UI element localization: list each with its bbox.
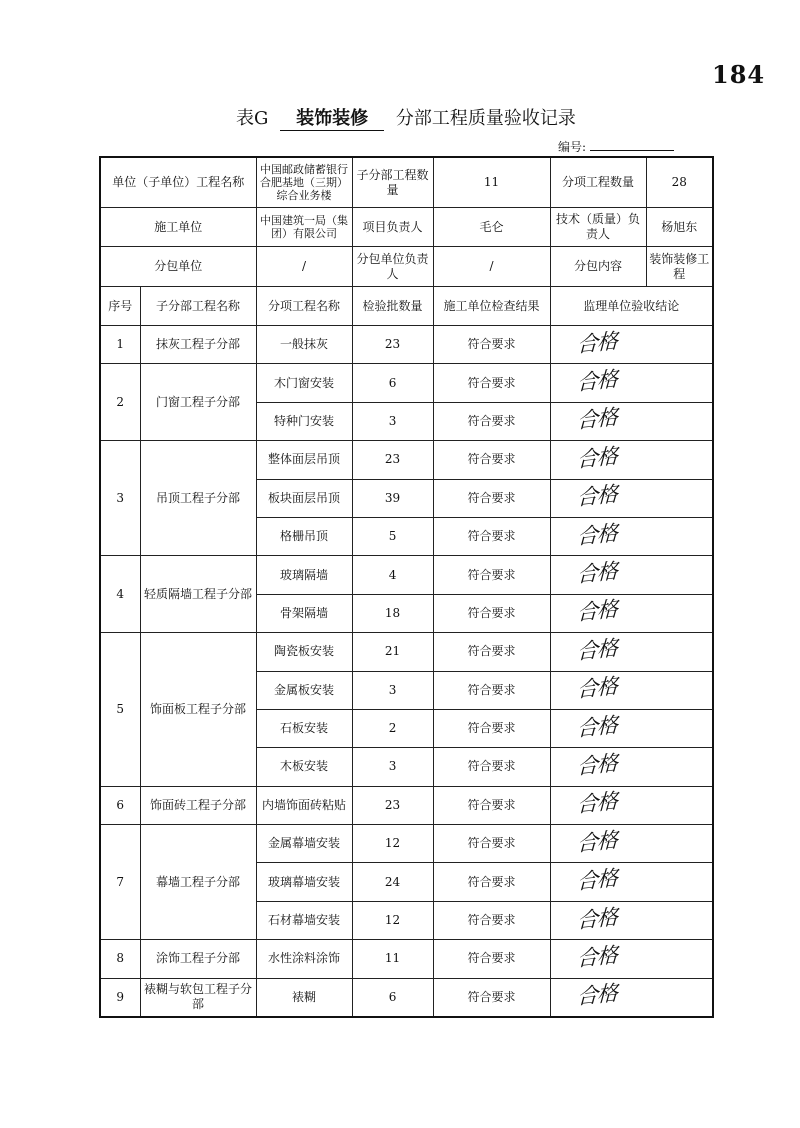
row-batch: 3 bbox=[352, 402, 433, 440]
row-item-name: 骨架隔墙 bbox=[256, 594, 352, 632]
row-seq: 7 bbox=[100, 825, 140, 940]
row-check: 符合要求 bbox=[433, 517, 550, 555]
signature-conclusion: 合格 bbox=[576, 827, 617, 856]
row-item-name: 特种门安装 bbox=[256, 402, 352, 440]
row-conclusion-cell bbox=[550, 978, 713, 1017]
row-seq: 9 bbox=[100, 978, 140, 1017]
table-row bbox=[100, 364, 713, 402]
row-conclusion-cell bbox=[550, 402, 713, 440]
signature-conclusion: 合格 bbox=[576, 865, 617, 895]
row-conclusion-cell bbox=[550, 901, 713, 939]
signature-conclusion: 合格 bbox=[576, 597, 617, 626]
row-check: 符合要求 bbox=[433, 556, 550, 594]
row-conclusion-cell bbox=[550, 326, 713, 364]
row-check: 符合要求 bbox=[433, 748, 550, 786]
row-item-name: 整体面层吊顶 bbox=[256, 441, 352, 479]
row-item-name: 玻璃隔墙 bbox=[256, 556, 352, 594]
row-check: 符合要求 bbox=[433, 402, 550, 440]
row-sub-name: 门窗工程子分部 bbox=[140, 364, 256, 441]
col-item-name: 分项工程名称 bbox=[256, 287, 352, 326]
category-blank: 装饰装修 bbox=[280, 104, 384, 131]
row-batch: 5 bbox=[352, 517, 433, 555]
signature-conclusion: 合格 bbox=[576, 366, 617, 396]
row-check: 符合要求 bbox=[433, 978, 550, 1017]
sub-content-value: 装饰装修工程 bbox=[646, 247, 713, 287]
contractor-value: 中国建筑一局（集团）有限公司 bbox=[256, 208, 352, 247]
row-item-name: 金属幕墙安装 bbox=[256, 825, 352, 863]
row-batch: 12 bbox=[352, 825, 433, 863]
row-conclusion-cell bbox=[550, 671, 713, 709]
row-check: 符合要求 bbox=[433, 326, 550, 364]
row-conclusion-cell bbox=[550, 556, 713, 594]
signature-conclusion: 合格 bbox=[576, 558, 617, 588]
row-check: 符合要求 bbox=[433, 479, 550, 517]
table-row bbox=[100, 326, 713, 364]
sub-count-value: 11 bbox=[433, 157, 550, 208]
row-seq: 2 bbox=[100, 364, 140, 441]
number-label: 编号: bbox=[558, 140, 587, 154]
info-row-subcontractor bbox=[100, 247, 713, 287]
row-item-name: 一般抹灰 bbox=[256, 326, 352, 364]
row-conclusion-cell bbox=[550, 863, 713, 901]
row-conclusion-cell bbox=[550, 825, 713, 863]
row-item-name: 内墙饰面砖粘贴 bbox=[256, 786, 352, 824]
row-batch: 23 bbox=[352, 441, 433, 479]
signature-conclusion: 合格 bbox=[576, 712, 617, 741]
row-batch: 4 bbox=[352, 556, 433, 594]
row-seq: 4 bbox=[100, 556, 140, 633]
row-check: 符合要求 bbox=[433, 594, 550, 632]
row-conclusion-cell bbox=[550, 479, 713, 517]
row-batch: 6 bbox=[352, 364, 433, 402]
unit-value: 中国邮政储蓄银行合肥基地（三期）综合业务楼 bbox=[256, 157, 352, 208]
col-seq: 序号 bbox=[100, 287, 140, 326]
col-conclusion: 监理单位验收结论 bbox=[550, 287, 713, 326]
table-row bbox=[100, 978, 713, 1017]
table-row bbox=[100, 825, 713, 863]
signature-conclusion: 合格 bbox=[576, 405, 617, 434]
signature-conclusion: 合格 bbox=[576, 520, 617, 549]
sub-lead-label: 分包单位负责人 bbox=[352, 247, 433, 287]
row-conclusion-cell bbox=[550, 517, 713, 555]
col-check: 施工单位检查结果 bbox=[433, 287, 550, 326]
signature-conclusion: 合格 bbox=[576, 981, 617, 1010]
row-batch: 23 bbox=[352, 786, 433, 824]
signature-conclusion: 合格 bbox=[576, 328, 617, 357]
item-count-value: 28 bbox=[646, 157, 713, 208]
row-check: 符合要求 bbox=[433, 364, 550, 402]
row-item-name: 金属板安装 bbox=[256, 671, 352, 709]
row-batch: 3 bbox=[352, 748, 433, 786]
pm-label: 项目负责人 bbox=[352, 208, 433, 247]
row-conclusion-cell bbox=[550, 441, 713, 479]
signature-conclusion: 合格 bbox=[576, 443, 617, 473]
page-number: 184 bbox=[712, 60, 766, 89]
row-check: 符合要求 bbox=[433, 863, 550, 901]
row-item-name: 石板安装 bbox=[256, 709, 352, 747]
row-check: 符合要求 bbox=[433, 709, 550, 747]
item-count-label: 分项工程数量 bbox=[550, 157, 646, 208]
subcontractor-label: 分包单位 bbox=[100, 247, 256, 287]
signature-conclusion: 合格 bbox=[576, 942, 617, 972]
row-sub-name: 幕墙工程子分部 bbox=[140, 825, 256, 940]
sub-content-label: 分包内容 bbox=[550, 247, 646, 287]
row-batch: 39 bbox=[352, 479, 433, 517]
row-batch: 18 bbox=[352, 594, 433, 632]
row-item-name: 格栅吊顶 bbox=[256, 517, 352, 555]
row-batch: 2 bbox=[352, 709, 433, 747]
col-batch: 检验批数量 bbox=[352, 287, 433, 326]
row-sub-name: 抹灰工程子分部 bbox=[140, 326, 256, 364]
table-row bbox=[100, 441, 713, 479]
info-row-unit bbox=[100, 157, 713, 208]
row-conclusion-cell bbox=[550, 633, 713, 671]
row-sub-name: 裱糊与软包工程子分部 bbox=[140, 978, 256, 1017]
acceptance-table bbox=[99, 156, 714, 1018]
signature-conclusion: 合格 bbox=[576, 904, 617, 933]
row-item-name: 陶瓷板安装 bbox=[256, 633, 352, 671]
row-check: 符合要求 bbox=[433, 441, 550, 479]
row-conclusion-cell bbox=[550, 748, 713, 786]
row-seq: 3 bbox=[100, 441, 140, 556]
table-row bbox=[100, 556, 713, 594]
row-sub-name: 轻质隔墙工程子分部 bbox=[140, 556, 256, 633]
row-conclusion-cell bbox=[550, 940, 713, 978]
row-sub-name: 饰面砖工程子分部 bbox=[140, 786, 256, 824]
row-check: 符合要求 bbox=[433, 633, 550, 671]
row-item-name: 木板安装 bbox=[256, 748, 352, 786]
table-row bbox=[100, 786, 713, 824]
row-seq: 5 bbox=[100, 633, 140, 787]
info-row-contractor bbox=[100, 208, 713, 247]
row-item-name: 木门窗安装 bbox=[256, 364, 352, 402]
row-seq: 8 bbox=[100, 940, 140, 978]
row-seq: 1 bbox=[100, 326, 140, 364]
row-batch: 21 bbox=[352, 633, 433, 671]
title-suffix: 分部工程质量验收记录 bbox=[395, 108, 576, 129]
row-batch: 24 bbox=[352, 863, 433, 901]
table-row bbox=[100, 940, 713, 978]
column-header-row bbox=[100, 287, 713, 326]
signature-conclusion: 合格 bbox=[576, 482, 617, 511]
row-batch: 6 bbox=[352, 978, 433, 1017]
row-sub-name: 吊顶工程子分部 bbox=[140, 441, 256, 556]
row-check: 符合要求 bbox=[433, 940, 550, 978]
row-conclusion-cell bbox=[550, 709, 713, 747]
row-conclusion-cell bbox=[550, 594, 713, 632]
row-item-name: 板块面层吊顶 bbox=[256, 479, 352, 517]
row-sub-name: 饰面板工程子分部 bbox=[140, 633, 256, 787]
number-blank-line bbox=[590, 140, 674, 151]
signature-conclusion: 合格 bbox=[576, 750, 617, 780]
page-title bbox=[236, 104, 576, 131]
unit-label: 单位（子单位）工程名称 bbox=[100, 157, 256, 208]
signature-conclusion: 合格 bbox=[576, 789, 617, 818]
subcontractor-value: / bbox=[256, 247, 352, 287]
row-seq: 6 bbox=[100, 786, 140, 824]
row-conclusion-cell bbox=[550, 364, 713, 402]
table-code: 表G bbox=[236, 108, 269, 129]
row-item-name: 石材幕墙安装 bbox=[256, 901, 352, 939]
contractor-label: 施工单位 bbox=[100, 208, 256, 247]
row-batch: 3 bbox=[352, 671, 433, 709]
row-batch: 11 bbox=[352, 940, 433, 978]
sub-lead-value: / bbox=[433, 247, 550, 287]
row-check: 符合要求 bbox=[433, 825, 550, 863]
row-check: 符合要求 bbox=[433, 901, 550, 939]
tech-label: 技术（质量）负责人 bbox=[550, 208, 646, 247]
pm-value: 毛仑 bbox=[433, 208, 550, 247]
row-check: 符合要求 bbox=[433, 671, 550, 709]
sub-count-label: 子分部工程数量 bbox=[352, 157, 433, 208]
table-row bbox=[100, 633, 713, 671]
row-batch: 23 bbox=[352, 326, 433, 364]
row-sub-name: 涂饰工程子分部 bbox=[140, 940, 256, 978]
signature-conclusion: 合格 bbox=[576, 635, 617, 665]
row-item-name: 玻璃幕墙安装 bbox=[256, 863, 352, 901]
tech-value: 杨旭东 bbox=[646, 208, 713, 247]
row-check: 符合要求 bbox=[433, 786, 550, 824]
signature-conclusion: 合格 bbox=[576, 673, 617, 703]
row-item-name: 水性涂料涂饰 bbox=[256, 940, 352, 978]
row-batch: 12 bbox=[352, 901, 433, 939]
row-item-name: 裱糊 bbox=[256, 978, 352, 1017]
row-conclusion-cell bbox=[550, 786, 713, 824]
number-field bbox=[558, 138, 674, 155]
col-sub-name: 子分部工程名称 bbox=[140, 287, 256, 326]
